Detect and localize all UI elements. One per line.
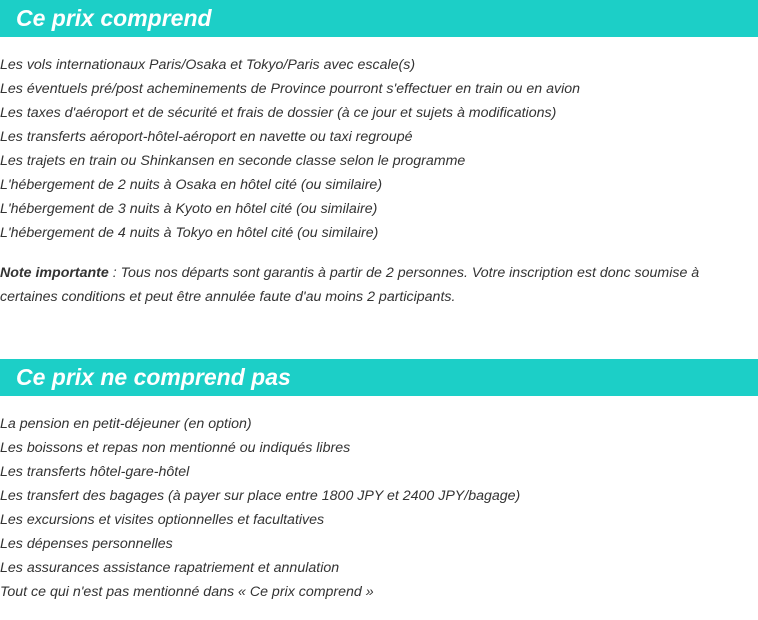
excludes-list-item: Les excursions et visites optionnelles et facultatives bbox=[0, 512, 325, 528]
excludes-section-title: Ce prix ne comprend pas bbox=[16, 364, 291, 390]
includes-list-item: L'hébergement de 2 nuits à Osaka en hôtel cité (ou similaire) bbox=[0, 177, 383, 193]
includes-list-item: Les transferts aéroport-hôtel-aéroport en navette ou taxi regroupé bbox=[0, 129, 413, 145]
excludes-list-item: Les dépenses personnelles bbox=[0, 536, 173, 552]
excludes-list-item: Tout ce qui n'est pas mentionné dans « Ce prix comprend » bbox=[0, 584, 374, 600]
excludes-section-header bbox=[0, 359, 758, 396]
includes-list-item: Les trajets en train ou Shinkansen en seconde classe selon le programme bbox=[0, 153, 466, 169]
excludes-list-item: Les transferts hôtel-gare-hôtel bbox=[0, 464, 190, 480]
includes-list-item: Les taxes d'aéroport et de sécurité et frais de dossier (à ce jour et sujets à modifications) bbox=[0, 105, 557, 121]
includes-list-item: L'hébergement de 4 nuits à Tokyo en hôtel cité (ou similaire) bbox=[0, 225, 379, 241]
excludes-list bbox=[0, 412, 758, 604]
includes-list-item: Les éventuels pré/post acheminements de Province pourront s'effectuer en train ou en avion bbox=[0, 81, 581, 97]
important-note bbox=[0, 261, 758, 309]
includes-list-item: Les vols internationaux Paris/Osaka et Tokyo/Paris avec escale(s) bbox=[0, 57, 416, 73]
includes-list-item: L'hébergement de 3 nuits à Kyoto en hôtel cité (ou similaire) bbox=[0, 201, 378, 217]
excludes-list-item: Les boissons et repas non mentionné ou indiqués libres bbox=[0, 440, 351, 456]
excludes-list-item: La pension en petit-déjeuner (en option) bbox=[0, 416, 252, 432]
important-note-label: Note importante bbox=[0, 265, 109, 281]
excludes-list-item: Les transfert des bagages (à payer sur place entre 1800 JPY et 2400 JPY/bagage) bbox=[0, 488, 521, 504]
includes-section-title: Ce prix comprend bbox=[16, 5, 212, 31]
important-note-text: : Tous nos départs sont garantis à partir de 2 personnes. Votre inscription est donc soumise à certaines conditions et peut être annulée faute d'au moins 2 participants. bbox=[0, 265, 700, 305]
includes-section-header bbox=[0, 0, 758, 37]
includes-list bbox=[0, 53, 758, 245]
excludes-list-item: Les assurances assistance rapatriement et annulation bbox=[0, 560, 340, 576]
